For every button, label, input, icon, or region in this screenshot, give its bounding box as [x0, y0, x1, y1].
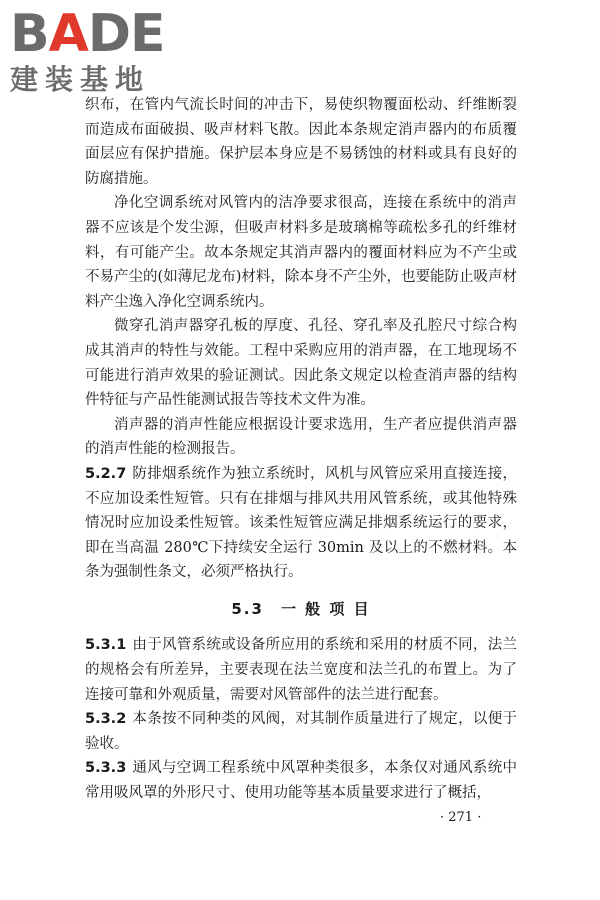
paragraph-continued: 织布，在管内气流长时间的冲击下，易使织物覆面松动、纤维断裂而造成布面破损、吸声材料飞散。因此本条规定消声器内的布质覆面层应有保护措施。保护层本身应是不易锈蚀的材料或具有良好的防腐措施。 [85, 97, 517, 187]
clause-5-2-7 [85, 462, 517, 585]
logo-wordmark [10, 6, 165, 62]
logo-subtitle: 建装基地 [10, 63, 151, 96]
clause-5-3-3 [85, 756, 517, 805]
section-heading: 5.3 一 般 项 目 [231, 599, 371, 618]
clause-text: 本条按不同种类的风阀，对其制作质量进行了规定，以便于验收。 [85, 711, 517, 752]
logo-letters-de: DE [87, 4, 165, 64]
clause-number: 5.2.7 [85, 465, 127, 482]
clause-5-3-1 [85, 633, 517, 707]
clause-5-3-2 [85, 707, 517, 756]
clause-number: 5.3.3 [85, 760, 127, 777]
logo-letter-a: A [48, 4, 88, 64]
clause-text: 通风与空调工程系统中风罩种类很多，本条仅对通风系统中常用吸风罩的外形尺寸、使用功能等基本质量要求进行了概括， [85, 760, 517, 802]
clause-text: 防排烟系统作为独立系统时，风机与风管应采用直接连接，不应加设柔性短管。只有在排烟与排风共用风管系统，或其他特殊情况时应加设柔性短管。该柔性短管应满足排烟系统运行的要求，即在当高温 280℃下持续安全运行 30min 及以上的不燃材料。本条为强制性条文，必须严格执行。 [85, 465, 517, 581]
paragraph-micro-perforated: 微穿孔消声器穿孔板的厚度、孔径、穿孔率及孔腔尺寸综合构成其消声的特性与效能。工程中采购应用的消声器，在工地现场不可能进行消声效果的验证测试。因此条文规定以检查消声器的结构件特征与产品性能测试报告等技术文件为准。 [85, 318, 517, 409]
clause-number: 5.3.2 [85, 711, 127, 728]
clause-text: 由于风管系统或设备所应用的系统和采用的材质不同，法兰的规格会有所差异，主要表现在法兰宽度和法兰孔的布置上。为了连接可靠和外观质量，需要对风管部件的法兰进行配套。 [85, 637, 517, 703]
logo-letter-b: B [10, 4, 49, 64]
bade-logo [10, 6, 185, 98]
paragraph-performance: 消声器的消声性能应根据设计要求选用，生产者应提供消声器的消声性能的检测报告。 [85, 416, 517, 458]
clause-number: 5.3.1 [85, 637, 127, 654]
page-number: · 271 · [440, 810, 482, 825]
document-body [85, 93, 517, 806]
paragraph-clean-air: 净化空调系统对风管内的洁净要求很高，连接在系统中的消声器不应该是个发尘源，但吸声材料多是玻璃棉等疏松多孔的纤维材料，有可能产尘。故本条规定其消声器内的覆面材料应为不产尘或不易产尘的(如薄尼龙布)材料，除本身不产尘外，也要能防止吸声材料产尘逸入净化空调系统内。 [85, 195, 517, 310]
